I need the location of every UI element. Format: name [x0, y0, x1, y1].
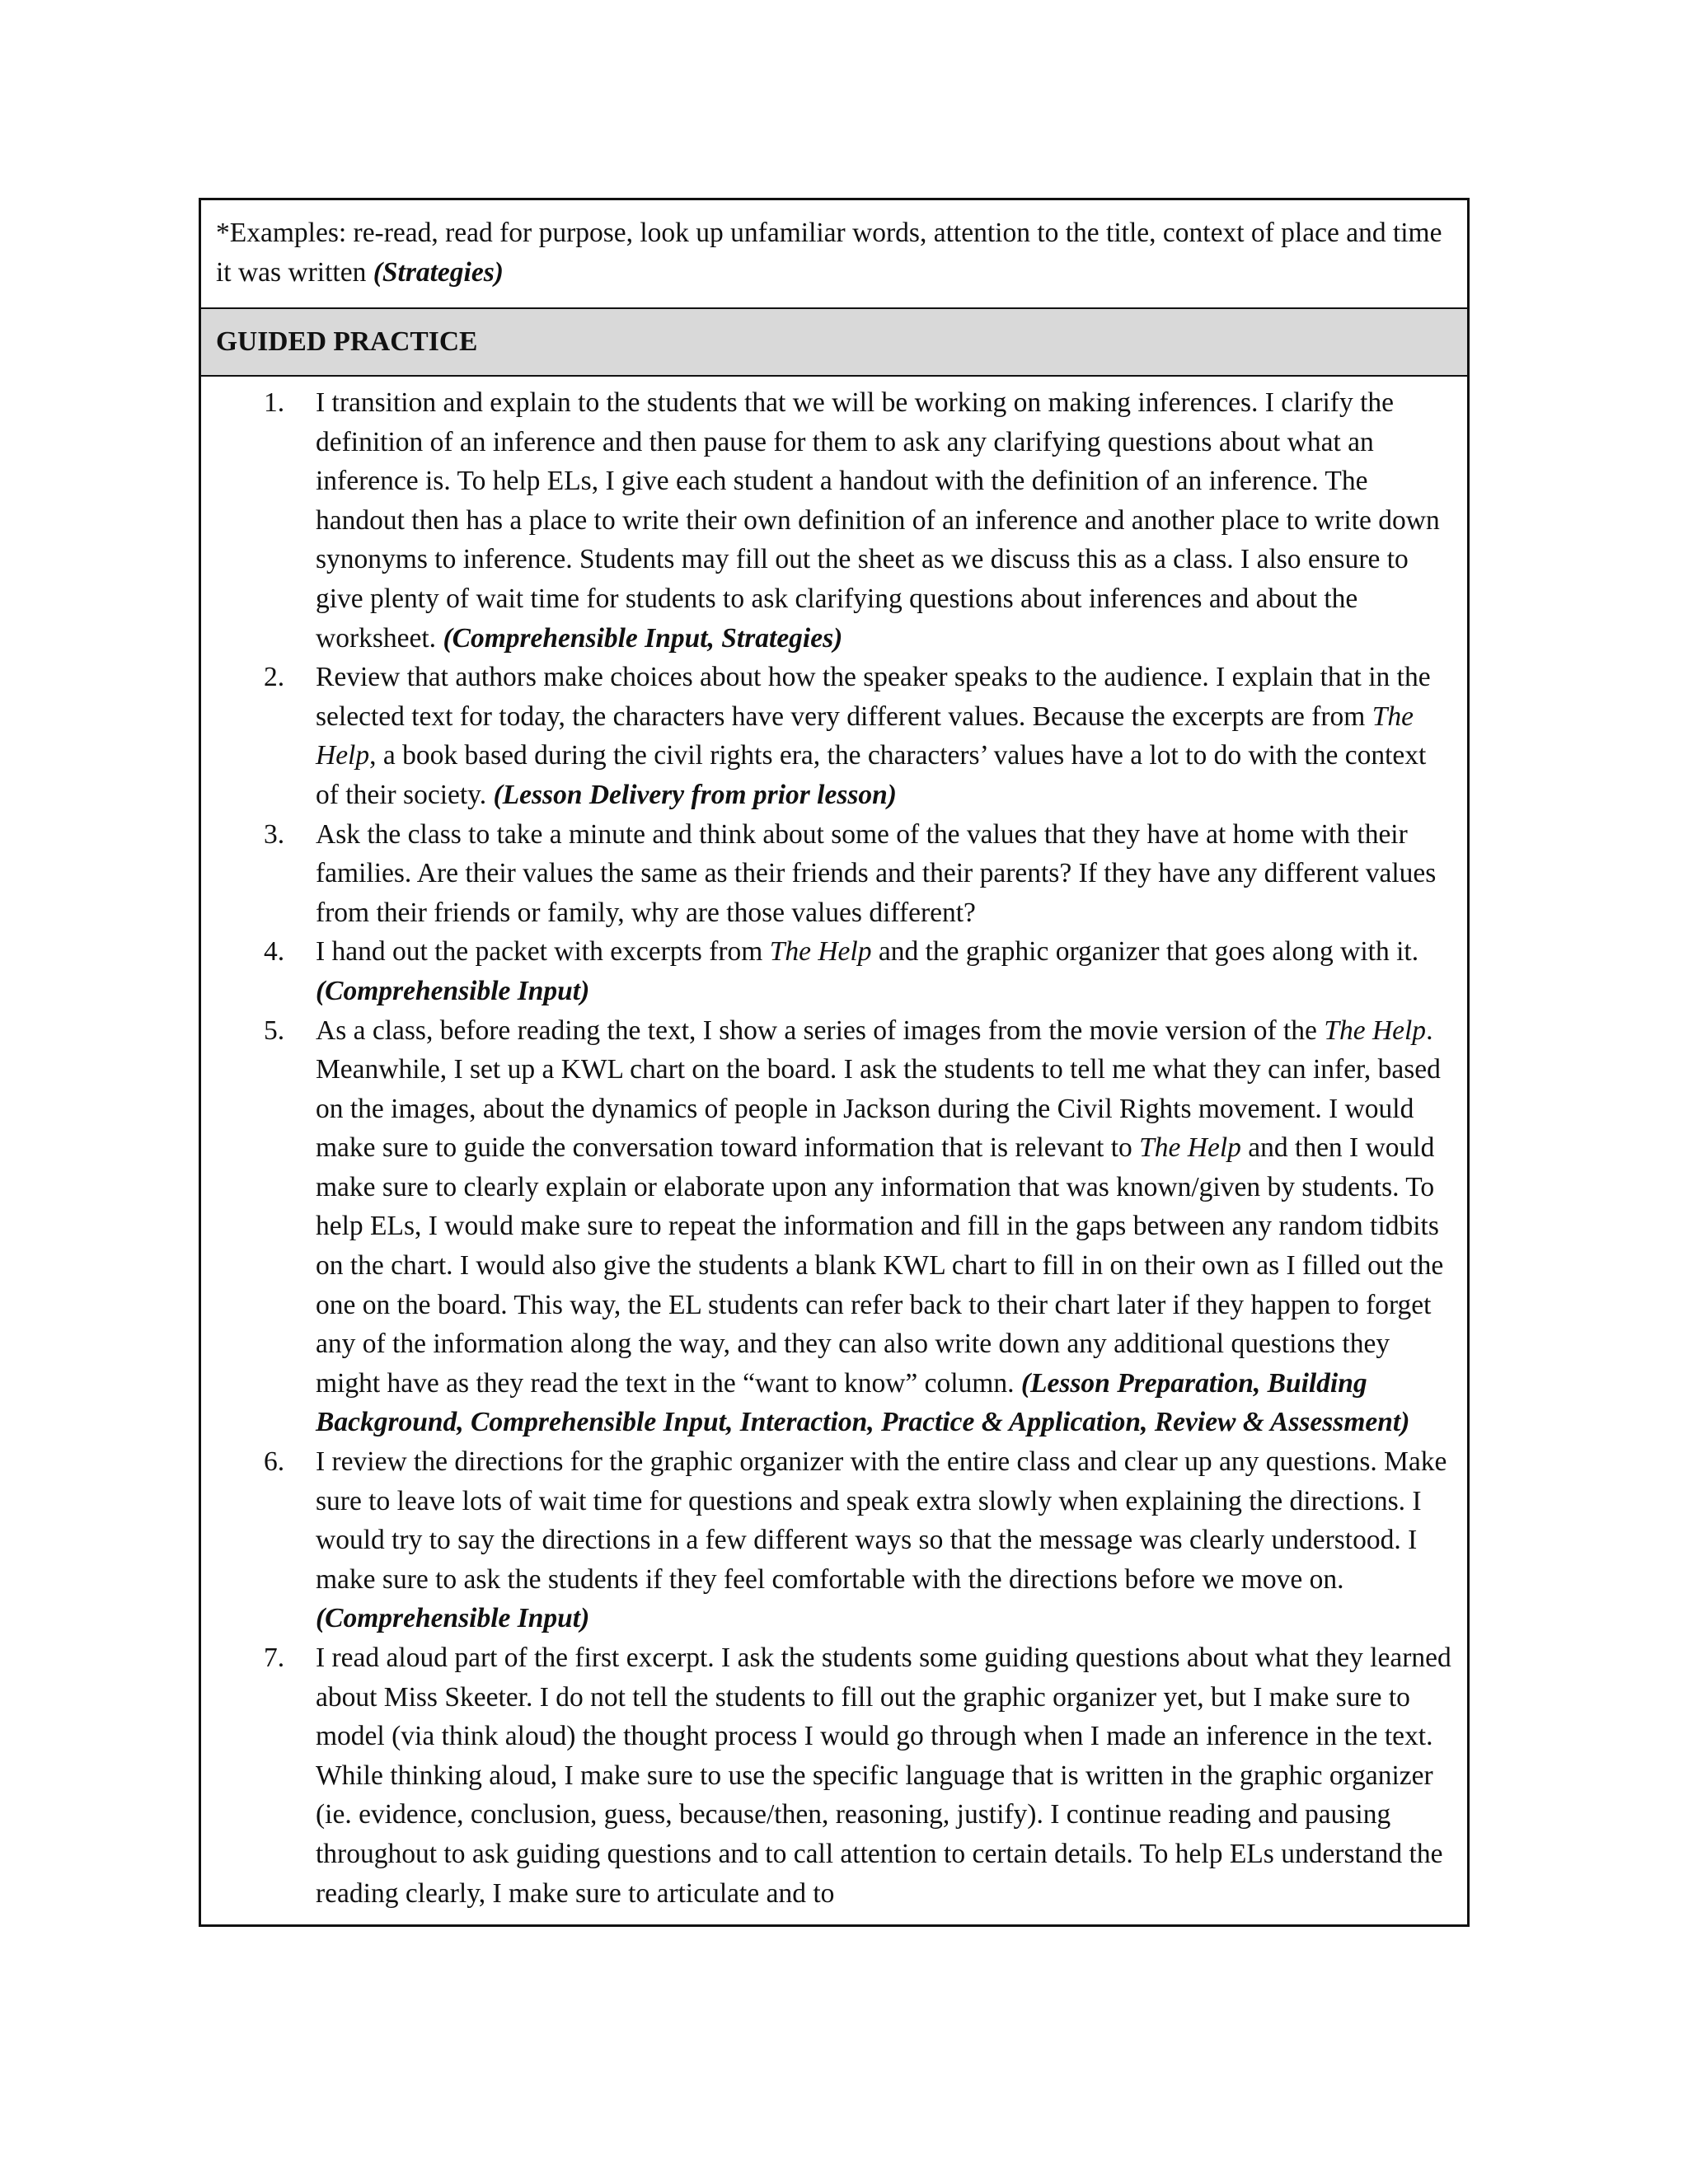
book-title: The Help [769, 936, 872, 968]
list-item [201, 932, 1454, 1010]
list-item [201, 1638, 1454, 1913]
item-text: I review the directions for the graphic organizer with the entire class and clear up any questions. Make sure to leave lots of wait time for questions and speak extra slowly when explaining the directions. I would try to say the directions in a few different ways so that the message was clearly understood. I make sure to ask the students if they feel comfortable with the directions before we move on. [316, 1446, 1447, 1595]
item-text: and then I would make sure to clearly explain or elaborate upon any information that was known/given by students. To help ELs, I would make sure to repeat the information and fill in the gaps between any random tidbits on the chart. I would also give the students a blank KWL chart to fill in on their own as I filled out the one on the board. This way, the EL students can refer back to their chart later if they happen to forget any of the information along the way, and they can also write down any additional questions they might have as they read the text in the “want to know” column. [316, 1132, 1444, 1399]
list-item [201, 1442, 1454, 1638]
item-number: 4. [264, 936, 285, 968]
examples-row [201, 200, 1467, 309]
list-item [201, 383, 1454, 658]
item-text: and the graphic organizer that goes along with it. [871, 936, 1419, 968]
item-tag: (Lesson Delivery from prior lesson) [493, 779, 897, 810]
item-tag: (Comprehensible Input) [316, 975, 590, 1006]
section-heading: GUIDED PRACTICE [201, 309, 1467, 377]
item-text: . Meanwhile, I set up a KWL chart on the board. I ask the students to tell me what they can infer, based on the images, about the dynamics of people in Jackson during the Civil Rights movement. I would make sure to guide the conversation toward information that is relevant to [316, 1015, 1441, 1164]
lesson-plan-table [199, 198, 1470, 1927]
item-tag: (Comprehensible Input, Strategies) [443, 622, 843, 654]
item-number: 5. [264, 1015, 285, 1046]
examples-text: *Examples: re-read, read for purpose, look up unfamiliar words, attention to the title, context of place and time it was written [216, 218, 1442, 288]
item-number: 3. [264, 818, 285, 850]
item-number: 1. [264, 387, 285, 418]
item-number: 2. [264, 662, 285, 693]
list-item [201, 1011, 1454, 1443]
item-text: I transition and explain to the students that we will be working on making inferences. I clarify the definition of an inference and then pause for them to ask any clarifying questions about what an inference is. To help ELs, I give each student a handout with the definition of an inference. The handout then has a place to write their own definition of an inference and another place to write down synonyms to inference. Students may fill out the sheet as we discuss this as a class. I also ensure to give plenty of wait time for students to ask clarifying questions about inferences and about the worksheet. [316, 387, 1440, 654]
book-title: The Help [1139, 1132, 1241, 1164]
list-item [201, 658, 1454, 814]
item-text: As a class, before reading the text, I show a series of images from the movie version of the [316, 1015, 1325, 1046]
item-text: , a book based during the civil rights era, the characters’ values have a lot to do with the context of their society. [316, 740, 1427, 810]
book-title: The Help [316, 701, 1414, 771]
guided-practice-body [201, 377, 1467, 1924]
list-item [201, 815, 1454, 933]
item-text: I hand out the packet with excerpts from [316, 936, 770, 968]
item-text: Ask the class to take a minute and think about some of the values that they have at home with their families. Are their values the same as their friends and their parents? If they have any different values from their friends or family, why are those values different? [316, 818, 1437, 928]
guided-practice-list [201, 383, 1454, 1913]
item-number: 7. [264, 1643, 285, 1673]
item-text: I read aloud part of the first excerpt. I ask the students some guiding questions about what they learned about Miss Skeeter. I do not tell the students to fill out the graphic organizer yet, but I make sure to model (via think aloud) the thought process I would go through when I made an inference in the text. While thinking aloud, I make sure to use the specific language that is written in the graphic organizer (ie. evidence, conclusion, guess, because/then, reasoning, justify). I continue reading and pausing throughout to ask guiding questions and to call attention to certain details. To help ELs understand the reading clearly, I make sure to articulate and to [316, 1643, 1451, 1909]
item-text: Review that authors make choices about how the speaker speaks to the audience. I explain that in the selected text for today, the characters have very different values. Because the excerpts are from [316, 662, 1431, 732]
examples-tag: (Strategies) [373, 257, 504, 288]
item-tag: (Comprehensible Input) [316, 1603, 590, 1634]
item-number: 6. [264, 1446, 285, 1478]
item-tag: (Lesson Preparation, Building Background, Comprehensible Input, Interaction, Practice & Application, Review & Assessment) [316, 1367, 1410, 1438]
book-title: The Help [1324, 1015, 1427, 1046]
